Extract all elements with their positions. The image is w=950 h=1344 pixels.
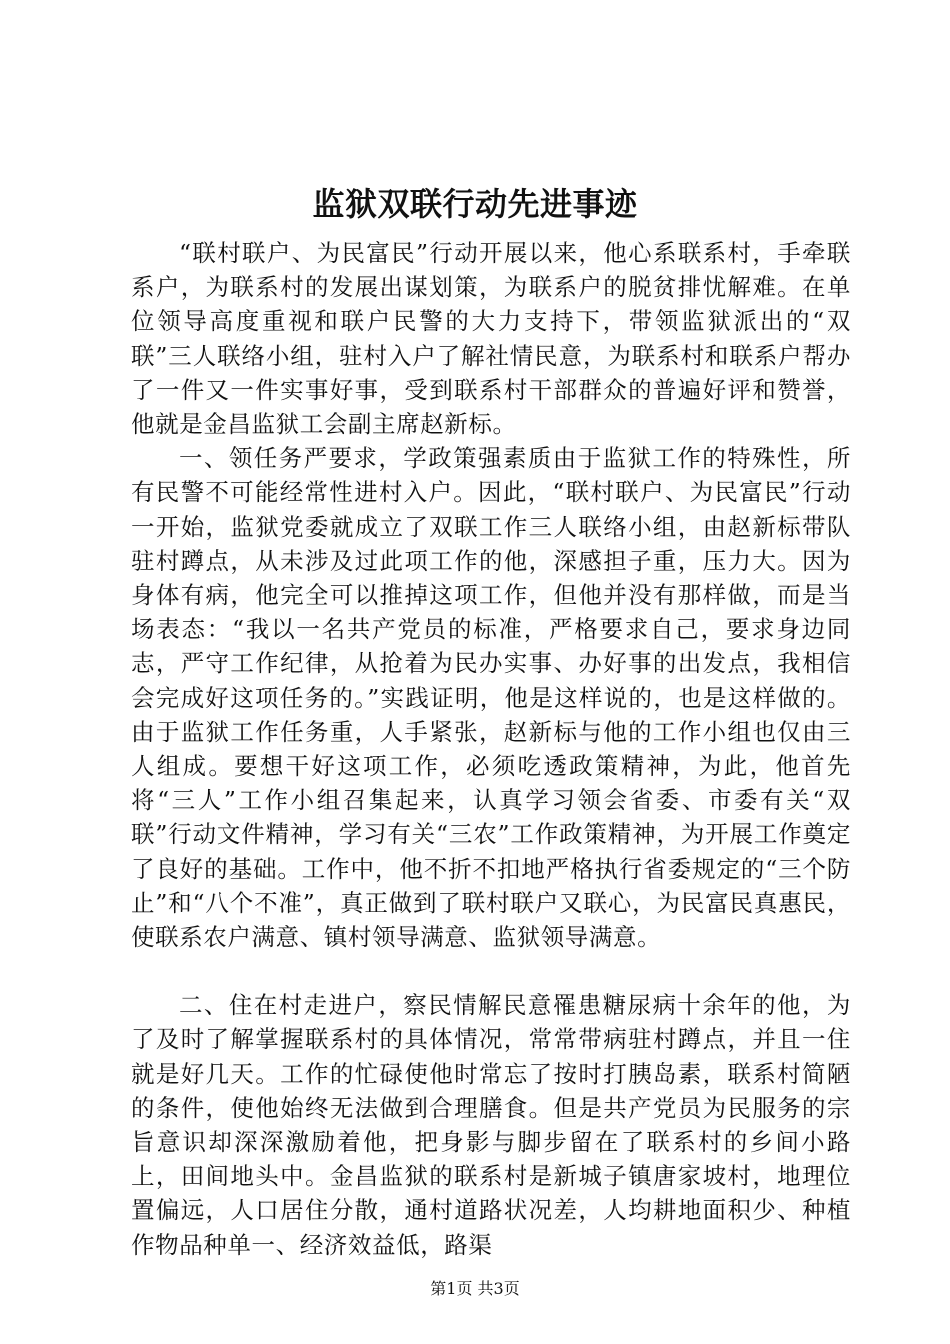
document-body [131, 236, 851, 1262]
paragraph-intro: “联村联户、为民富民”行动开展以来，他心系联系村，手牵联系户，为联系村的发展出谋划策，为联系户的脱贫排忧解难。在单位领导高度重视和联户民警的大力支持下，带领监狱派出的“双联”三人联络小组，驻村入户了解社情民意，为联系村和联系户帮办了一件又一件实事好事，受到联系村干部群众的普遍好评和赞誉，他就是金昌监狱工会副主席赵新标。 [131, 239, 851, 439]
page-number-footer: 第1页 共3页 [430, 1279, 520, 1298]
paragraph-gap [131, 954, 851, 988]
document-title: 监狱双联行动先进事迹 [312, 185, 638, 223]
paragraph-section-one: 一、领任务严要求，学政策强素质由于监狱工作的特殊性，所有民警不可能经常性进村入户。因此，“联村联户、为民富民”行动一开始，监狱党委就成立了双联工作三人联络小组，由赵新标带队驻村蹲点，从未涉及过此项工作的他，深感担子重，压力大。因为身体有病，他完全可以推掉这项工作，但他并没有那样做，而是当场表态：“我以一名共产党员的标准，严格要求自己，要求身边同志，严守工作纪律，从抢着为民办实事、办好事的出发点，我相信会完成好这项任务的。”实践证明，他是这样说的，也是这样做的。由于监狱工作任务重，人手紧张，赵新标与他的工作小组也仅由三人组成。要想干好这项工作，必须吃透政策精神，为此，他首先将“三人”工作小组召集起来，认真学习领会省委、市委有关“双联”行动文件精神，学习有关“三农”工作政策精神，为开展工作奠定了良好的基础。工作中，他不折不扣地严格执行省委规定的“三个防止”和“八个不准”，真正做到了联村联户又联心，为民富民真惠民，使联系农户满意、镇村领导满意、监狱领导满意。 [131, 444, 851, 952]
paragraph-section-two: 二、住在村走进户，察民情解民意罹患糖尿病十余年的他，为了及时了解掌握联系村的具体情况，常常带病驻村蹲点，并且一住就是好几天。工作的忙碌使他时常忘了按时打胰岛素，联系村简陋的条件，使他始终无法做到合理膳食。但是共产党员为民服务的宗旨意识却深深激励着他，把身影与脚步留在了联系村的乡间小路上，田间地头中。金昌监狱的联系村是新城子镇唐家坡村，地理位置偏远，人口居住分散，通村道路状况差，人均耕地面积少、种植作物品种单一、经济效益低，路渠 [131, 991, 851, 1259]
